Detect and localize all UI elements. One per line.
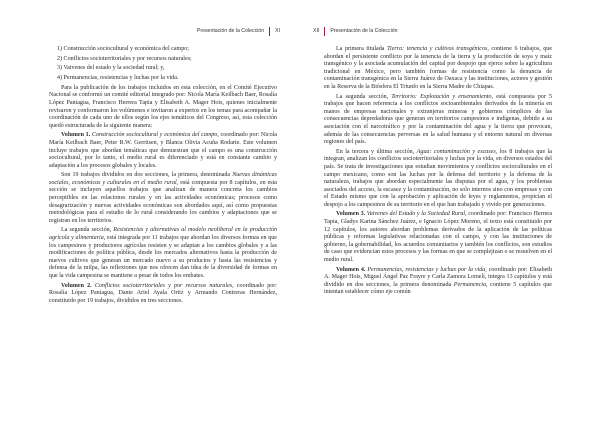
paragraph-second-section: La segunda sección, Territorio: Explotación y ensenamiento, está compuesta por 5 trabajos que hacen referencia a los conflictos socioambientales derivados de la minería en manos de empresas nacionales y extranjeras mineras y gobiernos cómplices de las consecuencias depredadoras que generan en territorios campesinos e indígenas, debido a su asociación con el narcotráfico y por la contaminación del agua y la tierra que provocan, además de las consecuencias perversas en la salud humana y el entorno natural en diversas regiones del país. [324, 93, 553, 146]
list-item: 1) Construcción sociocultural y económica del campo; [57, 46, 189, 52]
volume-title: Permanencias, resistencias y luchas por la vida, [367, 266, 487, 273]
volume-title: Conflictos socioterritoriales y por recursos naturales, [94, 282, 234, 289]
volume-title: Construcción sociocultural y económica del campo, [91, 132, 219, 139]
section-title: Permanencia, [453, 281, 488, 288]
paragraph-volume-1: Volumen 1. Construcción sociocultural y económica del campo, coordinado por: Nicola María Keilbach Baer, Peter R.W. Gerritsen, y Blanca Olivia Acuña Rodarte. Este volumen incluye trabajos que abordan temáticas que demuestran que el campo es una construcción sociocultural, por lo tanto, el medio rural es diferenciado y está en constante cambio y adaptación a los procesos globales y locales. [49, 132, 277, 169]
header-divider [269, 27, 270, 36]
right-page-header [313, 26, 398, 36]
volume-label: Volumen 1. [61, 132, 91, 139]
paragraph-second-section: La segunda sección, Resistencias y alternativas al modelo neoliberal en la producción agrícola y alimentaria, está integrada por 11 trabajos que abordan los diversos formas en que los campesinos y productores agrícolas resisten y se adaptan a los cambios globales y a las modificaciones de política pública, desde los mercados alternativos hasta la producción de nuevos cultivos que generan un mercado nuevo a su productos y hasta las resistencias y defensa de la milpa, las reflexiones que nos ofrecen dan idea de la diversidad de formas en que la vida campesina se mantiene a pesar de todos los embates. [49, 227, 278, 279]
header-divider [324, 27, 325, 36]
section-title: Agua: contaminación y escases, [416, 148, 498, 155]
paragraph-volume-3: Volumen 3. Vaivenes del Estado y la Sociedad Rural, coordinado por: Francisco Herrera Tapia, Gladys Karina Sánchez Juárez, e Ignacio López Moreno, el texto está constituido por 12 capítulos, los autores abordan problemas derivados de la aplicación de las políticas públicas y reformas legislativas relacionadas con el campo, y con las instituciones de gobierno, la gobernabilidad, los acuerdos comunitarios y también los conflictos, son estudios de caso que evidencian estos procesos y las formas en que se complejizan o se resuelven en el medio rural. [324, 211, 553, 264]
section-title: Resistencias y alternativas al modelo neoliberal en la producción agrícola y alimentaria, [49, 227, 278, 242]
left-page-header [197, 26, 280, 36]
volume-label: Volumen 2. [61, 282, 92, 289]
paragraph-third-section: En la tercera y última sección, Agua: contaminación y escases, los 8 trabajos que la integran, analizan los conflictos socioterritoriales y luchas por la vida, en diversos estados del país. Se trata de investigaciones que estudian movimientos y conflictos socioculturales en el campo mexicano, como son las luchas por la defensa del territorio y la defensa de la naturaleza, trabajos que abordan especialmente las disputas por el agua, y los problemas asociados del acceso, la escasez y la contaminación, no solo internos sino con empresas y con el Estado mismo que con la aprobación y aplicación de leyes y reglamentos, propician el despojo a los campesinos de su territorio en el que han trabajado y vivido por generaciones. [324, 148, 552, 208]
paragraph-volume-1-sections: Son 19 trabajos divididos en dos secciones, la primera, denominada Nuevas dinámicas sociales, económicas y culturales en el medio rural, está compuesta por 8 capítulos, en esta sección se incluyen aquellos trabajos que analizan de manera concreta los cambios perceptibles en las relaciones rurales y en las actividades económicas; procesos como desagrarización y nuevas actividades económicas son abordados aquí, así como propuestas metodológicas para el estudio de lo rural considerando los cambios y adaptaciones que se registran en los territorios. [49, 172, 278, 224]
section-title: Nuevas dinámicas sociales, económicas y culturales en el medio rural, [49, 172, 278, 186]
section-title: Territorio: Explotación y ensenamiento, [391, 93, 494, 100]
list-item: 4) Permanencias, resistencias y luchas por la vida. [57, 75, 179, 82]
left-page-body [49, 46, 277, 305]
page-number-right: XII [313, 28, 320, 34]
paragraph-volume-4: Volumen 4. Permanencias, resistencias y luchas por la vida, coordinado por: Elisabeth A. Mager Hois, Miguel Ángel Paz Frayre y Carla Zamora Lomelí, integra 13 capítulos y está dividido en dos secciones, la primera denominada Permanencia, contiene 5 capítulos que intentan establecer cómo eje común [324, 266, 553, 296]
paragraph-first-section: La primera titulada Tierra: tenencia y cultivos transgénicos, contiene 6 trabajos, que abordan el persistente conflicto por la tenencia de la tierra y la producción de soya y maíz transgénico y la asociada acumulación del capital por despojo que ejerce sobre la agricultura tradicional en México, pero también formas de resistencia como la denuncia de contaminación transgénica en la Sierra Juárez de Oaxaca y las instituciones, actores y gestión en la Reserva de la Biósfera El Triunfo en la Sierra Madre de Chiapas. [324, 46, 552, 90]
running-title-left: Presentación de la Colección [196, 28, 265, 34]
page-number-left: XI [275, 28, 280, 34]
paragraph-intro: Para la publicación de los trabajos incluidos en esta colección, en el Comité Ejecutivo Nacional se conformó un comité editorial integrado por: Nicola María Keilbach Baer, Rosalía López Paniagua, Francisco Herrera Tapia y Elisabeth A. Mager Hois, quienes inicialmente revisaron y conformaron los volúmenes e invitaron a expertos en los temas para acompañar la coordinación de cada uno de ellos según los ejes temáticos del Congreso, así, esta colección quedó estructurada de la siguiente manera: [49, 84, 277, 129]
volume-label: Volumen 3. [336, 211, 366, 218]
right-page [300, 0, 600, 440]
volume-label: Volumen 4. [336, 266, 366, 273]
volume-title: Vaivenes del Estado y la Sociedad Rural, [366, 211, 467, 218]
list-item: 3) Vaivenes del estado y la sociedad rural; y, [57, 65, 165, 72]
section-title: Tierra: tenencia y cultivos transgénicos, [387, 46, 489, 52]
running-title-right: Presentación de la Colección [330, 28, 398, 34]
paragraph-volume-2: Volumen 2. Conflictos socioterritoriales y por recursos naturales, coordinado por: Rosalía López Paniagua, Dante Ariel Ayala Ortiz y Armando Contreras Hernández, constituido por 19 trabajos, divididos en tres secciones. [49, 282, 277, 304]
list-item: 2) Conflictos socioterritoriales y por recursos naturales; [57, 55, 192, 62]
right-page-body [324, 46, 552, 297]
